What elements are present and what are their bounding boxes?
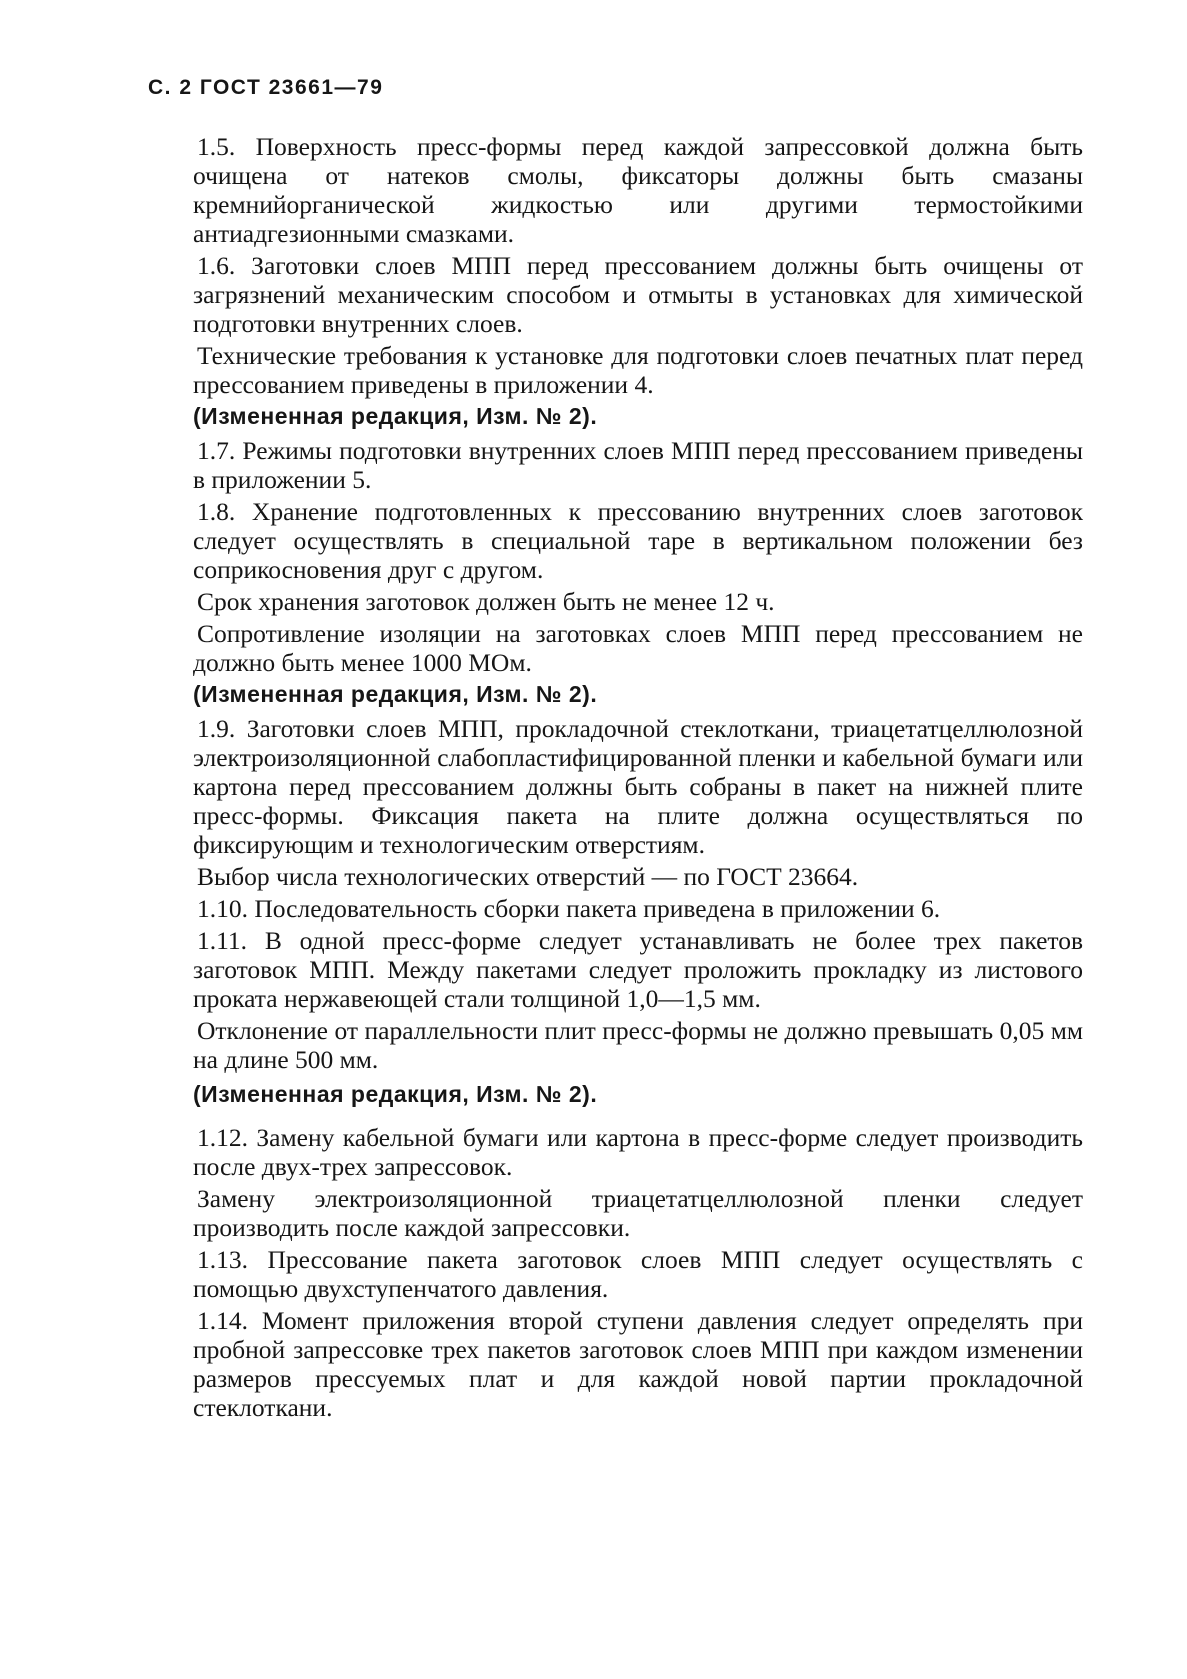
paragraph-insulation-resistance: Сопротивление изоляции на заготовках слоев МПП перед прессованием не должно быть менее 1000 МОм. bbox=[193, 619, 1083, 677]
paragraph-film-replacement: Замену электроизоляционной триацетатцеллюлозной пленки следует производить после каждой запрессовки. bbox=[193, 1184, 1083, 1242]
page-header: С. 2 ГОСТ 23661—79 bbox=[148, 76, 384, 99]
paragraph-parallelism: Отклонение от параллельности плит пресс-формы не должно превышать 0,05 мм на длине 500 мм. bbox=[193, 1016, 1083, 1074]
paragraph-storage-term: Срок хранения заготовок должен быть не менее 12 ч. bbox=[197, 587, 775, 616]
revision-note: (Измененная редакция, Изм. № 2). bbox=[193, 403, 598, 429]
revision-note: (Измененная редакция, Изм. № 2). bbox=[193, 681, 598, 707]
paragraph-holes-choice: Выбор числа технологических отверстий — по ГОСТ 23664. bbox=[197, 862, 859, 891]
document-body bbox=[193, 132, 1083, 1425]
paragraph-1-5: 1.5. Поверхность пресс-формы перед каждой запрессовкой должна быть очищена от натеков смолы, фиксаторы должны быть смазаны кремнийорганической жидкостью или другими термостойкими антиадгезионными смазками. bbox=[193, 132, 1083, 248]
paragraph-1-6: 1.6. Заготовки слоев МПП перед прессованием должны быть очищены от загрязнений механическим способом и отмыты в установках для химической подготовки внутренних слоев. bbox=[193, 251, 1083, 338]
paragraph-1-10: 1.10. Последовательность сборки пакета приведена в приложении 6. bbox=[197, 894, 941, 923]
paragraph-tech-requirements: Технические требования к установке для подготовки слоев печатных плат перед прессованием приведены в приложении 4. bbox=[193, 341, 1083, 399]
paragraph-1-8: 1.8. Хранение подготовленных к прессованию внутренних слоев заготовок следует осуществлять в специальной таре в вертикальном положении без соприкосновения друг с другом. bbox=[193, 497, 1083, 584]
revision-note: (Измененная редакция, Изм. № 2). bbox=[193, 1081, 598, 1107]
paragraph-1-7: 1.7. Режимы подготовки внутренних слоев МПП перед прессованием приведены в приложении 5. bbox=[193, 436, 1083, 494]
paragraph-1-9: 1.9. Заготовки слоев МПП, прокладочной стеклоткани, триацетатцеллюлозной электроизоляционной слабопластифицированной пленки и кабельной бумаги или картона перед прессованием должны быть собраны в пакет на нижней плите пресс-формы. Фиксация пакета на плите должна осуществляться по фиксирующим и технологическим отверстиям. bbox=[193, 714, 1083, 859]
paragraph-1-14: 1.14. Момент приложения второй ступени давления следует определять при пробной запрессовке трех пакетов заготовок слоев МПП при каждом изменении размеров прессуемых плат и для каждой новой партии прокладочной стеклоткани. bbox=[193, 1306, 1083, 1422]
paragraph-1-12: 1.12. Замену кабельной бумаги или картона в пресс-форме следует производить после двух-трех запрессовок. bbox=[193, 1123, 1083, 1181]
paragraph-1-11: 1.11. В одной пресс-форме следует устанавливать не более трех пакетов заготовок МПП. Между пакетами следует проложить прокладку из листового проката нержавеющей стали толщиной 1,0—1,5 мм. bbox=[193, 926, 1083, 1013]
paragraph-1-13: 1.13. Прессование пакета заготовок слоев МПП следует осуществлять с помощью двухступенчатого давления. bbox=[193, 1245, 1083, 1303]
